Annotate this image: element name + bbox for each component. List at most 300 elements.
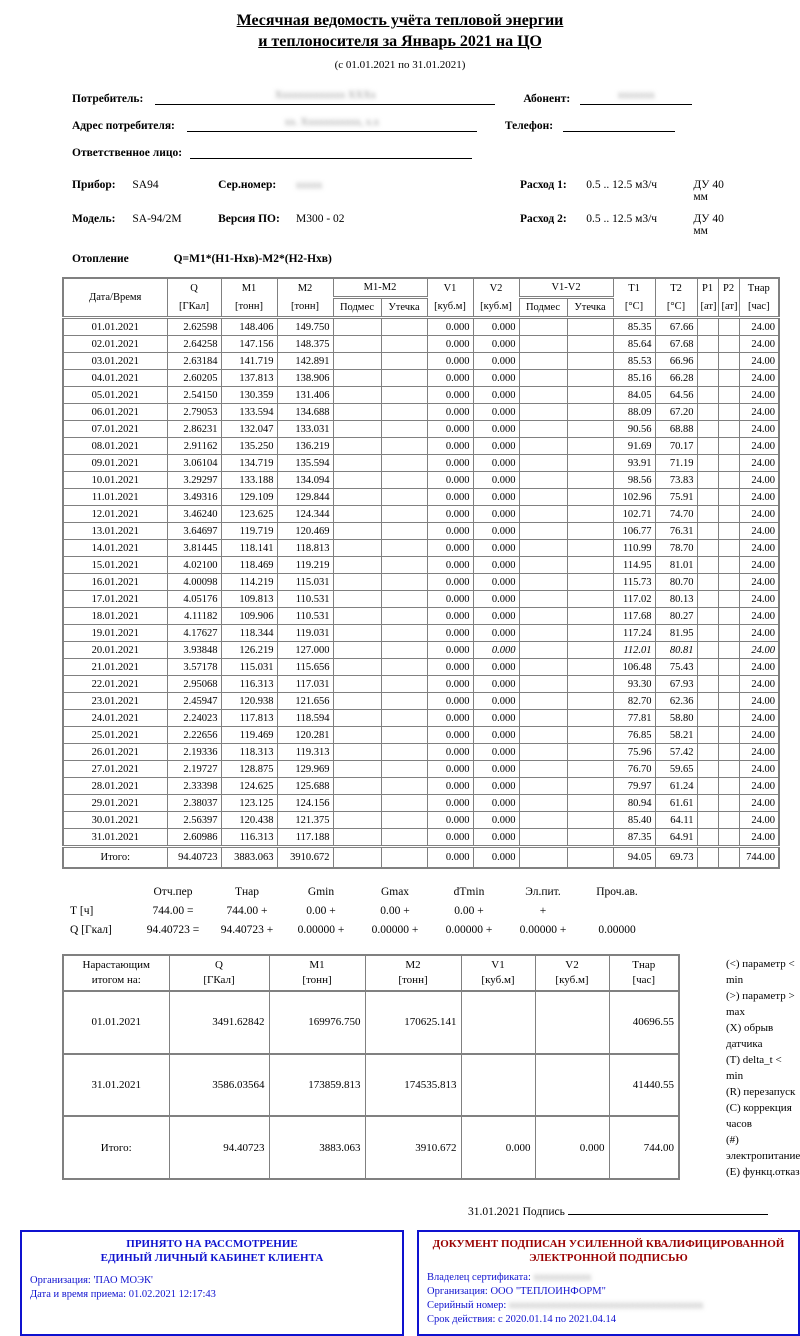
value-cell: 76.70 bbox=[613, 761, 655, 778]
value-cell: 117.68 bbox=[613, 608, 655, 625]
value-cell: 102.71 bbox=[613, 506, 655, 523]
value-cell: 0.000 bbox=[427, 489, 473, 506]
value-cell: 120.281 bbox=[277, 727, 333, 744]
cumulative-value-cell: 3491.62842 bbox=[169, 991, 269, 1054]
date-cell: 19.01.2021 bbox=[63, 625, 167, 642]
value-cell bbox=[697, 676, 718, 693]
value-cell: 93.91 bbox=[613, 455, 655, 472]
value-cell: 134.719 bbox=[221, 455, 277, 472]
summary-t-label: Т [ч] bbox=[70, 905, 94, 917]
value-cell: 0.000 bbox=[427, 778, 473, 795]
total-cell: 0.000 bbox=[473, 847, 519, 869]
value-cell bbox=[567, 472, 613, 489]
value-cell bbox=[567, 438, 613, 455]
value-cell: 0.000 bbox=[427, 421, 473, 438]
value-cell bbox=[567, 318, 613, 336]
column-unit: [ГКал] bbox=[167, 298, 221, 318]
value-cell bbox=[697, 336, 718, 353]
value-cell bbox=[718, 744, 739, 761]
value-cell bbox=[718, 472, 739, 489]
cumulative-date-cell: 31.01.2021 bbox=[63, 1054, 169, 1117]
summary-t-value bbox=[580, 902, 654, 921]
value-cell: 80.27 bbox=[655, 608, 697, 625]
value-cell: 118.313 bbox=[221, 744, 277, 761]
value-cell: 2.22656 bbox=[167, 727, 221, 744]
table-row bbox=[63, 387, 779, 404]
value-cell bbox=[519, 778, 567, 795]
summary-q-label: Q [Гкал] bbox=[70, 924, 112, 936]
value-cell: 0.000 bbox=[427, 540, 473, 557]
value-cell: 119.313 bbox=[277, 744, 333, 761]
main-table-body bbox=[63, 318, 779, 847]
total-cell bbox=[567, 847, 613, 869]
total-label: Итого: bbox=[63, 847, 167, 869]
value-cell: 24.00 bbox=[739, 625, 779, 642]
summary-q-value: 0.00000 + bbox=[445, 924, 493, 936]
date-cell: 28.01.2021 bbox=[63, 778, 167, 795]
value-cell bbox=[333, 523, 381, 540]
value-cell: 129.969 bbox=[277, 761, 333, 778]
value-cell: 88.09 bbox=[613, 404, 655, 421]
value-cell bbox=[718, 676, 739, 693]
cumulative-and-legend bbox=[62, 954, 800, 1180]
column-unit: [тонн] bbox=[277, 298, 333, 318]
value-cell bbox=[718, 421, 739, 438]
cumulative-label-line: Нарастающим bbox=[82, 959, 150, 971]
value-cell: 24.00 bbox=[739, 591, 779, 608]
value-cell bbox=[519, 336, 567, 353]
value-cell: 0.000 bbox=[427, 608, 473, 625]
signature-line bbox=[568, 1214, 768, 1215]
column-subheader: Утечка bbox=[381, 298, 427, 318]
cumulative-row bbox=[63, 1116, 679, 1179]
summary-header: Отч.пер bbox=[153, 886, 193, 898]
value-cell bbox=[567, 693, 613, 710]
value-cell: 58.21 bbox=[655, 727, 697, 744]
value-cell bbox=[567, 540, 613, 557]
value-cell: 0.000 bbox=[427, 336, 473, 353]
value-cell bbox=[567, 829, 613, 847]
acceptance-title-line-1: ПРИНЯТО НА РАССМОТРЕНИЕ bbox=[126, 1238, 298, 1250]
value-cell bbox=[718, 557, 739, 574]
legend-item: (R) перезапуск bbox=[726, 1086, 796, 1098]
value-cell: 115.73 bbox=[613, 574, 655, 591]
value-cell bbox=[381, 370, 427, 387]
value-cell: 117.813 bbox=[221, 710, 277, 727]
value-cell bbox=[519, 387, 567, 404]
cumulative-value-cell: 3883.063 bbox=[269, 1116, 365, 1179]
value-cell: 125.688 bbox=[277, 778, 333, 795]
date-cell: 03.01.2021 bbox=[63, 353, 167, 370]
value-cell bbox=[519, 574, 567, 591]
device-row-2 bbox=[72, 213, 740, 237]
phone-label: Телефон: bbox=[504, 120, 554, 132]
value-cell: 24.00 bbox=[739, 404, 779, 421]
value-cell: 3.57178 bbox=[167, 659, 221, 676]
summary-corner bbox=[70, 883, 136, 902]
table-row bbox=[63, 540, 779, 557]
date-cell: 29.01.2021 bbox=[63, 795, 167, 812]
value-cell: 0.000 bbox=[473, 336, 519, 353]
value-cell bbox=[697, 370, 718, 387]
value-cell: 2.91162 bbox=[167, 438, 221, 455]
value-cell: 110.99 bbox=[613, 540, 655, 557]
column-header-date: Дата/Время bbox=[63, 278, 167, 318]
value-cell: 119.219 bbox=[277, 557, 333, 574]
table-row bbox=[63, 370, 779, 387]
value-cell: 106.48 bbox=[613, 659, 655, 676]
value-cell: 24.00 bbox=[739, 557, 779, 574]
firmware-label: Версия ПО: bbox=[218, 213, 280, 225]
firmware-value: M300 - 02 bbox=[295, 213, 345, 225]
value-cell: 117.24 bbox=[613, 625, 655, 642]
esignature-stamp bbox=[417, 1230, 800, 1336]
value-cell bbox=[381, 608, 427, 625]
value-cell bbox=[697, 489, 718, 506]
value-cell bbox=[333, 489, 381, 506]
value-cell bbox=[567, 421, 613, 438]
cert-owner-label: Владелец сертификата: bbox=[427, 1272, 531, 1283]
value-cell: 3.64697 bbox=[167, 523, 221, 540]
cumulative-row bbox=[63, 1054, 679, 1117]
serial-value bbox=[296, 179, 452, 203]
value-cell: 70.17 bbox=[655, 438, 697, 455]
value-cell: 24.00 bbox=[739, 523, 779, 540]
column-unit: [ГКал] bbox=[203, 974, 235, 986]
cumulative-value-cell: 170625.141 bbox=[365, 991, 461, 1054]
value-cell: 24.00 bbox=[739, 693, 779, 710]
value-cell bbox=[567, 455, 613, 472]
value-cell: 124.344 bbox=[277, 506, 333, 523]
value-cell: 61.24 bbox=[655, 778, 697, 795]
value-cell bbox=[718, 727, 739, 744]
value-cell: 24.00 bbox=[739, 829, 779, 847]
legend-item: (>) параметр > max bbox=[726, 990, 795, 1018]
value-cell: 24.00 bbox=[739, 761, 779, 778]
value-cell bbox=[333, 540, 381, 557]
value-cell: 135.594 bbox=[277, 455, 333, 472]
value-cell: 66.28 bbox=[655, 370, 697, 387]
table-row bbox=[63, 472, 779, 489]
date-cell: 20.01.2021 bbox=[63, 642, 167, 659]
value-cell bbox=[697, 625, 718, 642]
date-cell: 17.01.2021 bbox=[63, 591, 167, 608]
value-cell: 85.16 bbox=[613, 370, 655, 387]
value-cell: 116.313 bbox=[221, 676, 277, 693]
value-cell: 2.64258 bbox=[167, 336, 221, 353]
legend-item: (T) delta_t < min bbox=[726, 1054, 782, 1082]
table-row bbox=[63, 829, 779, 847]
value-cell: 85.53 bbox=[613, 353, 655, 370]
main-table-header bbox=[63, 278, 779, 318]
date-cell: 26.01.2021 bbox=[63, 744, 167, 761]
value-cell bbox=[381, 421, 427, 438]
cert-owner-redacted: xxxxxxxxxxx bbox=[533, 1272, 592, 1283]
value-cell: 59.65 bbox=[655, 761, 697, 778]
flags-legend bbox=[726, 954, 800, 1180]
summary-header: Gmin bbox=[307, 886, 335, 898]
value-cell: 24.00 bbox=[739, 387, 779, 404]
table-row bbox=[63, 727, 779, 744]
value-cell: 4.17627 bbox=[167, 625, 221, 642]
esignature-title-line-1: ДОКУМЕНТ ПОДПИСАН УСИЛЕННОЙ КВАЛИФИЦИРОВАННОЙ bbox=[432, 1238, 785, 1250]
table-row bbox=[63, 336, 779, 353]
value-cell: 3.81445 bbox=[167, 540, 221, 557]
value-cell: 120.938 bbox=[221, 693, 277, 710]
value-cell: 0.000 bbox=[427, 472, 473, 489]
value-cell: 133.031 bbox=[277, 421, 333, 438]
value-cell bbox=[718, 489, 739, 506]
total-cell: 744.00 bbox=[739, 847, 779, 869]
value-cell: 0.000 bbox=[427, 506, 473, 523]
heating-label: Отопление bbox=[72, 253, 129, 265]
cert-serial-label: Серийный номер: bbox=[427, 1300, 507, 1311]
value-cell: 82.70 bbox=[613, 693, 655, 710]
acceptance-stamp-body bbox=[30, 1274, 394, 1302]
value-cell bbox=[381, 693, 427, 710]
value-cell: 133.594 bbox=[221, 404, 277, 421]
value-cell bbox=[333, 557, 381, 574]
value-cell: 68.88 bbox=[655, 421, 697, 438]
date-cell: 07.01.2021 bbox=[63, 421, 167, 438]
value-cell bbox=[718, 370, 739, 387]
value-cell: 132.047 bbox=[221, 421, 277, 438]
value-cell: 148.375 bbox=[277, 336, 333, 353]
date-cell: 10.01.2021 bbox=[63, 472, 167, 489]
value-cell bbox=[333, 625, 381, 642]
value-cell bbox=[519, 761, 567, 778]
table-row bbox=[63, 812, 779, 829]
value-cell: 76.31 bbox=[655, 523, 697, 540]
value-cell bbox=[567, 523, 613, 540]
cumulative-value-cell: 94.40723 bbox=[169, 1116, 269, 1179]
spacer bbox=[452, 179, 520, 203]
date-cell: 13.01.2021 bbox=[63, 523, 167, 540]
value-cell: 2.19336 bbox=[167, 744, 221, 761]
value-cell: 0.000 bbox=[473, 625, 519, 642]
flow1-label: Расход 1: bbox=[519, 179, 567, 191]
column-unit: [ат] bbox=[697, 298, 718, 318]
flow2-value: 0.5 .. 12.5 м3/ч bbox=[586, 213, 658, 225]
value-cell bbox=[567, 557, 613, 574]
cert-org-line: Организация: ООО "ТЕПЛОИНФОРМ" bbox=[427, 1286, 606, 1297]
stamps-row bbox=[20, 1230, 800, 1336]
cumulative-row bbox=[63, 991, 679, 1054]
table-row bbox=[63, 676, 779, 693]
value-cell: 116.313 bbox=[221, 829, 277, 847]
value-cell: 3.06104 bbox=[167, 455, 221, 472]
legend-list bbox=[726, 956, 800, 1180]
value-cell bbox=[381, 489, 427, 506]
value-cell: 0.000 bbox=[473, 438, 519, 455]
table-row bbox=[63, 438, 779, 455]
legend-item: (C) коррекция часов bbox=[726, 1102, 792, 1130]
table-row bbox=[63, 659, 779, 676]
date-cell: 08.01.2021 bbox=[63, 438, 167, 455]
value-cell: 0.000 bbox=[427, 795, 473, 812]
value-cell: 112.01 bbox=[613, 642, 655, 659]
value-cell: 4.02100 bbox=[167, 557, 221, 574]
table-row bbox=[63, 523, 779, 540]
value-cell: 24.00 bbox=[739, 744, 779, 761]
value-cell bbox=[718, 523, 739, 540]
value-cell bbox=[381, 642, 427, 659]
value-cell bbox=[333, 370, 381, 387]
column-unit: [куб.м] bbox=[427, 298, 473, 318]
value-cell: 109.906 bbox=[221, 608, 277, 625]
value-cell: 4.11182 bbox=[167, 608, 221, 625]
address-row bbox=[72, 116, 740, 132]
summary-t-value: 0.00 + bbox=[454, 905, 484, 917]
value-cell bbox=[697, 318, 718, 336]
value-cell: 4.00098 bbox=[167, 574, 221, 591]
value-cell: 119.719 bbox=[221, 523, 277, 540]
value-cell bbox=[333, 591, 381, 608]
value-cell bbox=[381, 795, 427, 812]
value-cell: 119.031 bbox=[277, 625, 333, 642]
table-row bbox=[63, 506, 779, 523]
value-cell: 61.61 bbox=[655, 795, 697, 812]
cumulative-value-cell bbox=[461, 1054, 535, 1117]
value-cell: 24.00 bbox=[739, 812, 779, 829]
summary-header: Эл.пит. bbox=[525, 886, 561, 898]
value-cell bbox=[519, 455, 567, 472]
column-header: V2 bbox=[473, 278, 519, 298]
value-cell bbox=[519, 812, 567, 829]
value-cell: 24.00 bbox=[739, 455, 779, 472]
value-cell: 62.36 bbox=[655, 693, 697, 710]
value-cell: 118.344 bbox=[221, 625, 277, 642]
date-cell: 24.01.2021 bbox=[63, 710, 167, 727]
value-cell: 24.00 bbox=[739, 489, 779, 506]
value-cell: 0.000 bbox=[427, 370, 473, 387]
cumulative-header-row bbox=[63, 955, 679, 991]
cumulative-value-cell: 169976.750 bbox=[269, 991, 365, 1054]
value-cell: 75.43 bbox=[655, 659, 697, 676]
value-cell bbox=[381, 591, 427, 608]
date-cell: 30.01.2021 bbox=[63, 812, 167, 829]
value-cell: 129.109 bbox=[221, 489, 277, 506]
value-cell bbox=[567, 353, 613, 370]
value-cell bbox=[718, 812, 739, 829]
value-cell: 119.469 bbox=[221, 727, 277, 744]
du2-value: ДУ 40 мм bbox=[693, 213, 724, 237]
value-cell: 67.20 bbox=[655, 404, 697, 421]
value-cell: 0.000 bbox=[427, 761, 473, 778]
value-cell: 2.95068 bbox=[167, 676, 221, 693]
summary-q-value: 0.00000 + bbox=[371, 924, 419, 936]
value-cell bbox=[381, 710, 427, 727]
value-cell bbox=[333, 506, 381, 523]
column-unit: [ат] bbox=[718, 298, 739, 318]
value-cell bbox=[567, 642, 613, 659]
value-cell: 134.688 bbox=[277, 404, 333, 421]
value-cell bbox=[718, 642, 739, 659]
value-cell: 0.000 bbox=[473, 829, 519, 847]
value-cell: 149.750 bbox=[277, 318, 333, 336]
value-cell: 24.00 bbox=[739, 506, 779, 523]
value-cell: 81.95 bbox=[655, 625, 697, 642]
summary-q-value: 94.40723 = bbox=[146, 924, 200, 936]
value-cell: 85.64 bbox=[613, 336, 655, 353]
value-cell: 114.95 bbox=[613, 557, 655, 574]
column-unit: [час] bbox=[739, 298, 779, 318]
value-cell: 80.13 bbox=[655, 591, 697, 608]
column-name: Q bbox=[215, 959, 223, 971]
value-cell: 84.05 bbox=[613, 387, 655, 404]
value-cell bbox=[381, 318, 427, 336]
value-cell bbox=[333, 710, 381, 727]
total-cell bbox=[718, 847, 739, 869]
cumulative-value-cell: 3910.672 bbox=[365, 1116, 461, 1179]
responsible-row bbox=[72, 143, 740, 159]
value-cell bbox=[697, 829, 718, 847]
value-cell bbox=[697, 693, 718, 710]
value-cell: 117.031 bbox=[277, 676, 333, 693]
column-name: Тнар bbox=[632, 959, 656, 971]
value-cell: 123.625 bbox=[221, 506, 277, 523]
value-cell bbox=[381, 506, 427, 523]
acceptance-org-line: Организация: 'ПАО МОЭК' bbox=[30, 1275, 153, 1286]
main-table-footer bbox=[63, 847, 779, 869]
value-cell bbox=[718, 608, 739, 625]
value-cell: 115.656 bbox=[277, 659, 333, 676]
value-cell: 0.000 bbox=[473, 710, 519, 727]
signature-label: Подпись bbox=[522, 1206, 565, 1218]
value-cell bbox=[567, 778, 613, 795]
total-cell: 3910.672 bbox=[277, 847, 333, 869]
value-cell: 0.000 bbox=[473, 727, 519, 744]
date-cell: 15.01.2021 bbox=[63, 557, 167, 574]
value-cell bbox=[381, 778, 427, 795]
value-cell bbox=[567, 761, 613, 778]
value-cell: 0.000 bbox=[473, 318, 519, 336]
value-cell: 0.000 bbox=[473, 557, 519, 574]
column-header: Q bbox=[167, 278, 221, 298]
column-name: V1 bbox=[491, 959, 505, 971]
value-cell: 2.19727 bbox=[167, 761, 221, 778]
summary-q-value: 0.00000 + bbox=[297, 924, 345, 936]
column-header: M2 bbox=[277, 278, 333, 298]
value-cell: 126.219 bbox=[221, 642, 277, 659]
value-cell: 0.000 bbox=[473, 455, 519, 472]
table-row bbox=[63, 318, 779, 336]
acceptance-title-line-2: ЕДИНЫЙ ЛИЧНЫЙ КАБИНЕТ КЛИЕНТА bbox=[100, 1252, 324, 1264]
du1-value: ДУ 40 мм bbox=[693, 179, 724, 203]
value-cell: 0.000 bbox=[473, 761, 519, 778]
value-cell: 0.000 bbox=[427, 455, 473, 472]
value-cell bbox=[333, 812, 381, 829]
value-cell bbox=[718, 318, 739, 336]
value-cell: 24.00 bbox=[739, 710, 779, 727]
acceptance-stamp-title bbox=[30, 1237, 394, 1265]
value-cell: 3.29297 bbox=[167, 472, 221, 489]
value-cell bbox=[718, 591, 739, 608]
table-row bbox=[63, 557, 779, 574]
value-cell: 123.125 bbox=[221, 795, 277, 812]
value-cell bbox=[519, 591, 567, 608]
cumulative-value-cell: 0.000 bbox=[461, 1116, 535, 1179]
value-cell: 67.93 bbox=[655, 676, 697, 693]
cumulative-column-header bbox=[169, 955, 269, 991]
value-cell bbox=[519, 404, 567, 421]
value-cell: 24.00 bbox=[739, 336, 779, 353]
date-cell: 12.01.2021 bbox=[63, 506, 167, 523]
responsible-value-line bbox=[190, 143, 472, 159]
value-cell bbox=[333, 336, 381, 353]
value-cell: 4.05176 bbox=[167, 591, 221, 608]
value-cell: 81.01 bbox=[655, 557, 697, 574]
